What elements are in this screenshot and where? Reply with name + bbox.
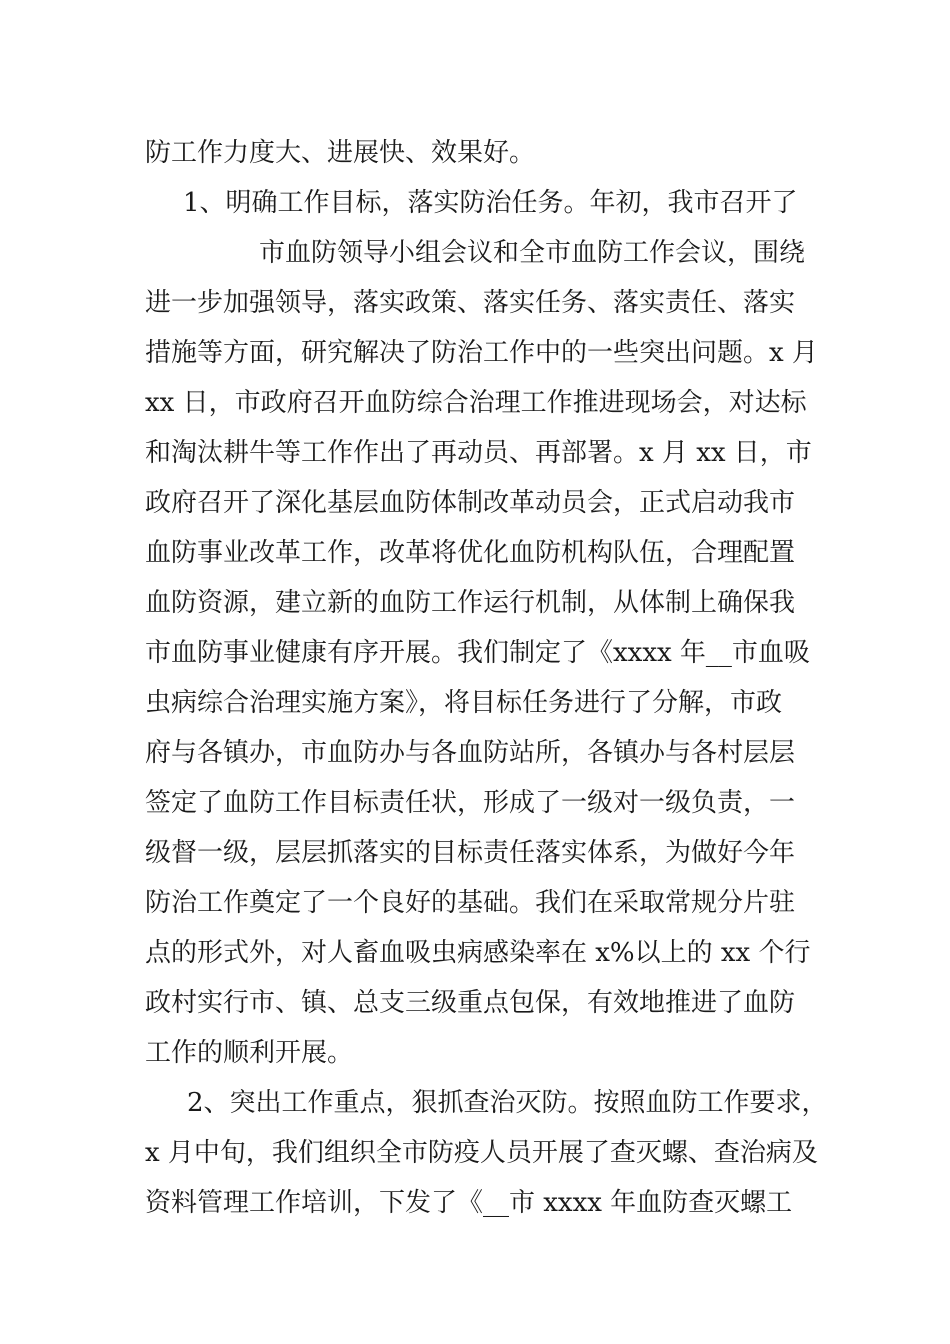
paragraph-2-first-line: 2、突出工作重点，狠抓查治灭防。按照血防工作要求， (187, 1088, 828, 1118)
text-line: 防工作力度大、进展快、效果好。 (145, 138, 536, 168)
text-line: 政府召开了深化基层血防体制改革动员会，正式启动我市 (145, 488, 796, 518)
text-line: 血防事业改革工作，改革将优化血防机构队伍，合理配置 (145, 538, 796, 568)
text-line: 措施等方面，研究解决了防治工作中的一些突出问题。x 月 (145, 338, 818, 368)
paragraph-1-first-line: 1、明确工作目标，落实防治任务。年初，我市召开了 (183, 188, 798, 218)
text-line: 工作的顺利开展。 (145, 1038, 354, 1068)
text-line: 府与各镇办，市血防办与各血防站所，各镇办与各村层层 (145, 738, 796, 768)
text-line: 和淘汰耕牛等工作作出了再动员、再部署。x 月 xx 日，市 (145, 438, 812, 468)
text-line: 防治工作奠定了一个良好的基础。我们在采取常规分片驻 (145, 888, 796, 918)
text-line: 政村实行市、镇、总支三级重点包保，有效地推进了血防 (145, 988, 796, 1018)
text-line: xx 日，市政府召开血防综合治理工作推进现场会，对达标 (145, 388, 807, 418)
text-line: 点的形式外，对人畜血吸虫病感染率在 x%以上的 xx 个行 (145, 938, 811, 968)
text-line: 虫病综合治理实施方案》，将目标任务进行了分解，市政 (145, 688, 783, 718)
text-line: 签定了血防工作目标责任状，形成了一级对一级负责，一 (145, 788, 796, 818)
text-line: 资料管理工作培训，下发了《__市 xxxx 年血防查灭螺工 (145, 1188, 793, 1218)
text-line: x 月中旬，我们组织全市防疫人员开展了查灭螺、查治病及 (145, 1138, 818, 1168)
text-line: 市血防事业健康有序开展。我们制定了《xxxx 年__市血吸 (145, 638, 810, 668)
text-line: 进一步加强领导，落实政策、落实任务、落实责任、落实 (145, 288, 796, 318)
text-line: 级督一级，层层抓落实的目标责任落实体系，为做好今年 (145, 838, 796, 868)
text-line: 血防资源，建立新的血防工作运行机制，从体制上确保我 (145, 588, 796, 618)
text-line: 市血防领导小组会议和全市血防工作会议，围绕 (259, 238, 806, 268)
